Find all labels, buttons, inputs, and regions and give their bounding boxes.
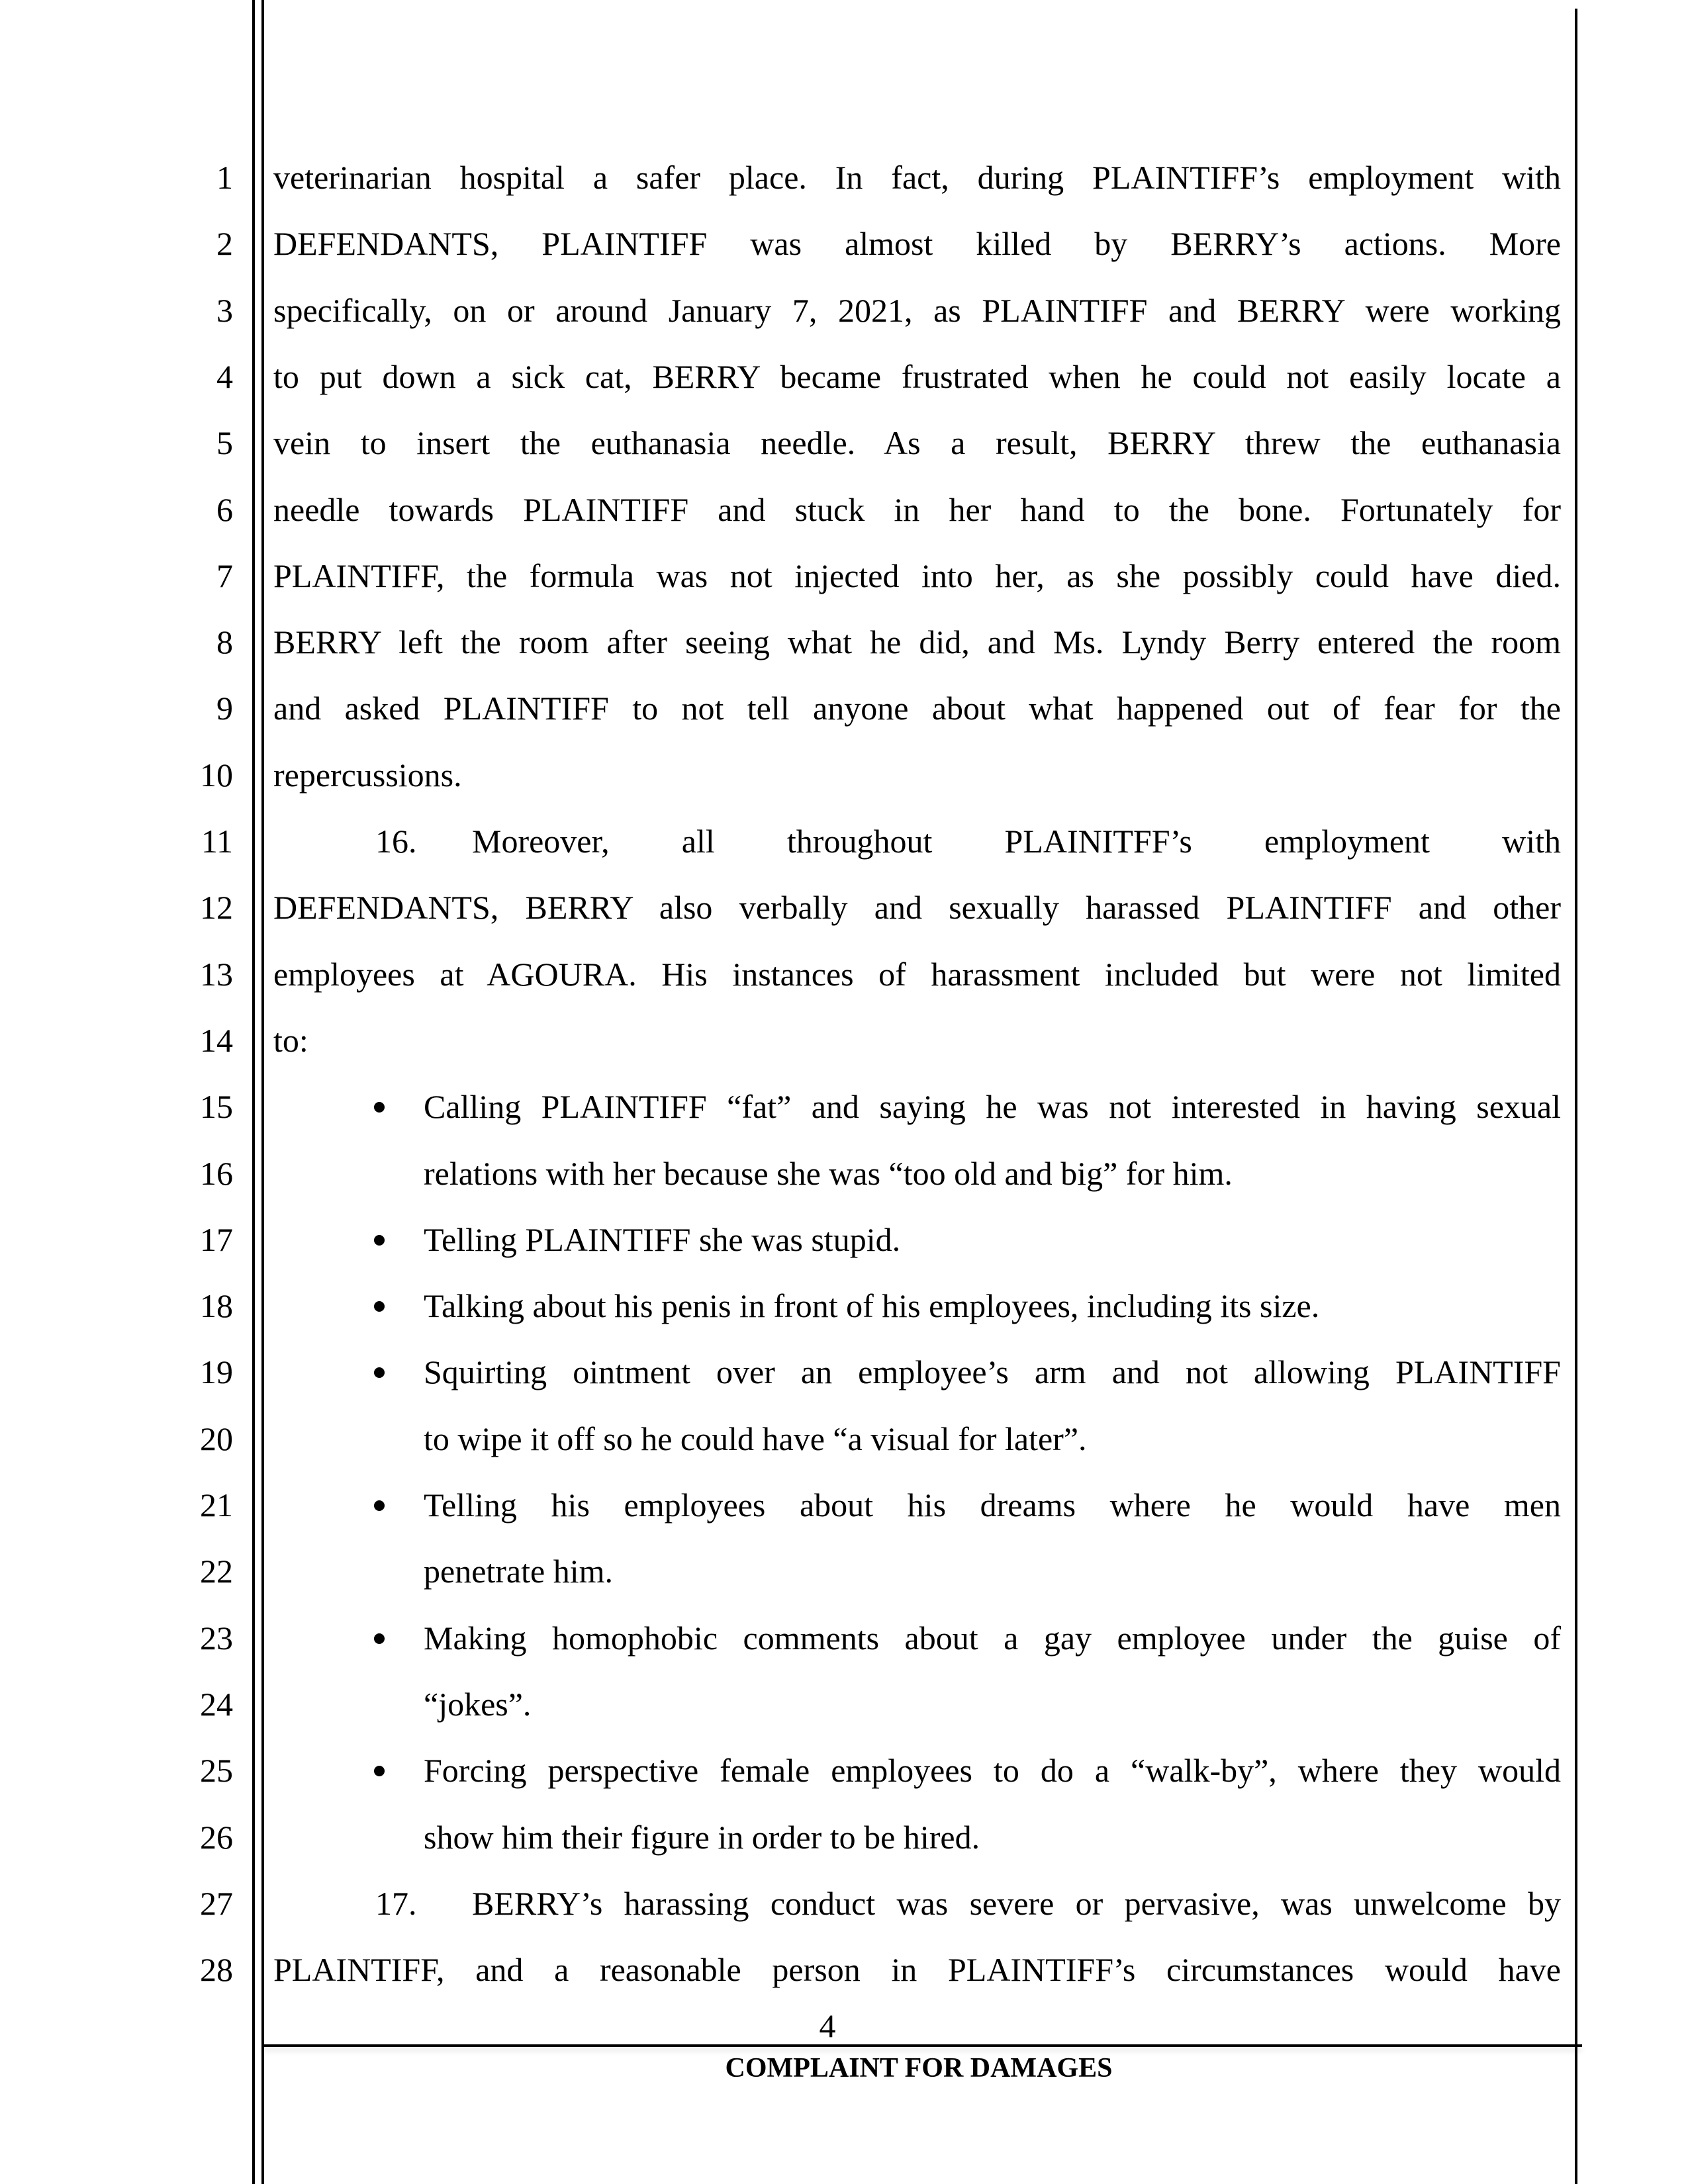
body-line: BERRY’s harassing conduct was severe or pervasive, was unwelcome by (472, 1884, 1561, 1922)
line-number: 18 (200, 1287, 233, 1325)
line-number: 10 (200, 756, 233, 794)
line-number: 6 (216, 490, 233, 528)
body-line: PLAINTIFF, and a reasonable person in PLAINTIFF’s circumstances would have (273, 1951, 1561, 1989)
paragraph-number: 17. (375, 1884, 417, 1922)
right-margin-rule (1575, 9, 1577, 2184)
line-number: 1 (216, 159, 233, 196)
line-number: 2 (216, 225, 233, 263)
line-number: 3 (216, 291, 233, 329)
bullet-item-line: Talking about his penis in front of his employees, including its size. (424, 1287, 1320, 1325)
bullet-item-line: to wipe it off so he could have “a visual for later”. (424, 1420, 1087, 1457)
line-number: 13 (200, 955, 233, 993)
body-line: employees at AGOURA. His instances of harassment included but were not limited (273, 955, 1561, 993)
body-line: specifically, on or around January 7, 2021, as PLAINTIFF and BERRY were working (273, 291, 1561, 329)
bullet-icon (374, 1766, 385, 1776)
bullet-item-line: Calling PLAINTIFF “fat” and saying he was not interested in having sexual (424, 1088, 1561, 1126)
line-number: 17 (200, 1220, 233, 1258)
bullet-icon (374, 1633, 385, 1644)
bullet-item-line: Making homophobic comments about a gay employee under the guise of (424, 1619, 1561, 1657)
line-number: 26 (200, 1818, 233, 1856)
bullet-item-line: show him their figure in order to be hired. (424, 1818, 980, 1856)
body-line: to put down a sick cat, BERRY became frustrated when he could not easily locate a (273, 357, 1561, 395)
body-line: DEFENDANTS, PLAINTIFF was almost killed by BERRY’s actions. More (273, 225, 1561, 263)
bullet-icon (374, 1500, 385, 1511)
line-number: 25 (200, 1752, 233, 1790)
line-number: 27 (200, 1884, 233, 1922)
body-line: vein to insert the euthanasia needle. As a result, BERRY threw the euthanasia (273, 424, 1561, 462)
line-number: 14 (200, 1021, 233, 1059)
body-line: and asked PLAINTIFF to not tell anyone about what happened out of fear for the (273, 690, 1561, 727)
body-line: repercussions. (273, 756, 462, 794)
line-number: 23 (200, 1619, 233, 1657)
body-line: Moreover, all throughout PLAINITFF’s employment with (472, 823, 1561, 860)
bullet-item-line: Forcing perspective female employees to do a “walk-by”, where they would (424, 1752, 1561, 1790)
body-line: PLAINTIFF, the formula was not injected into her, as she possibly could have died. (273, 557, 1561, 594)
line-number: 20 (200, 1420, 233, 1457)
left-margin-rule-outer (252, 0, 255, 2184)
footer-title: COMPLAINT FOR DAMAGES (725, 2053, 1113, 2083)
line-number: 19 (200, 1353, 233, 1391)
line-number: 21 (200, 1486, 233, 1524)
line-number: 24 (200, 1685, 233, 1723)
line-number: 5 (216, 424, 233, 462)
bullet-icon (374, 1301, 385, 1312)
bullet-icon (374, 1235, 385, 1246)
line-number: 12 (200, 889, 233, 927)
body-line: DEFENDANTS, BERRY also verbally and sexually harassed PLAINTIFF and other (273, 889, 1561, 927)
left-margin-rule-inner (261, 0, 264, 2184)
line-number: 8 (216, 623, 233, 661)
bullet-icon (374, 1102, 385, 1113)
line-number: 11 (201, 823, 233, 860)
bullet-item-line: Squirting ointment over an employee’s arm and not allowing PLAINTIFF (424, 1353, 1561, 1391)
bullet-icon (374, 1367, 385, 1378)
line-number: 7 (216, 557, 233, 594)
body-line: BERRY left the room after seeing what he did, and Ms. Lyndy Berry entered the room (273, 623, 1561, 661)
line-number: 22 (200, 1553, 233, 1590)
footer-divider (263, 2044, 1582, 2047)
page-number: 4 (819, 2007, 836, 2044)
bullet-item-line: Telling PLAINTIFF she was stupid. (424, 1220, 901, 1258)
paragraph-number: 16. (375, 823, 417, 860)
body-line: veterinarian hospital a safer place. In fact, during PLAINTIFF’s employment with (273, 159, 1561, 196)
bullet-item-line: Telling his employees about his dreams where he would have men (424, 1486, 1561, 1524)
line-number: 9 (216, 690, 233, 727)
line-number: 16 (200, 1154, 233, 1192)
bullet-item-line: penetrate him. (424, 1553, 613, 1590)
line-number: 4 (216, 357, 233, 395)
bullet-item-line: “jokes”. (424, 1685, 532, 1723)
bullet-item-line: relations with her because she was “too old and big” for him. (424, 1154, 1233, 1192)
line-number: 15 (200, 1088, 233, 1126)
body-line: to: (273, 1021, 308, 1059)
line-number: 28 (200, 1951, 233, 1989)
body-line: needle towards PLAINTIFF and stuck in her hand to the bone. Fortunately for (273, 490, 1561, 528)
